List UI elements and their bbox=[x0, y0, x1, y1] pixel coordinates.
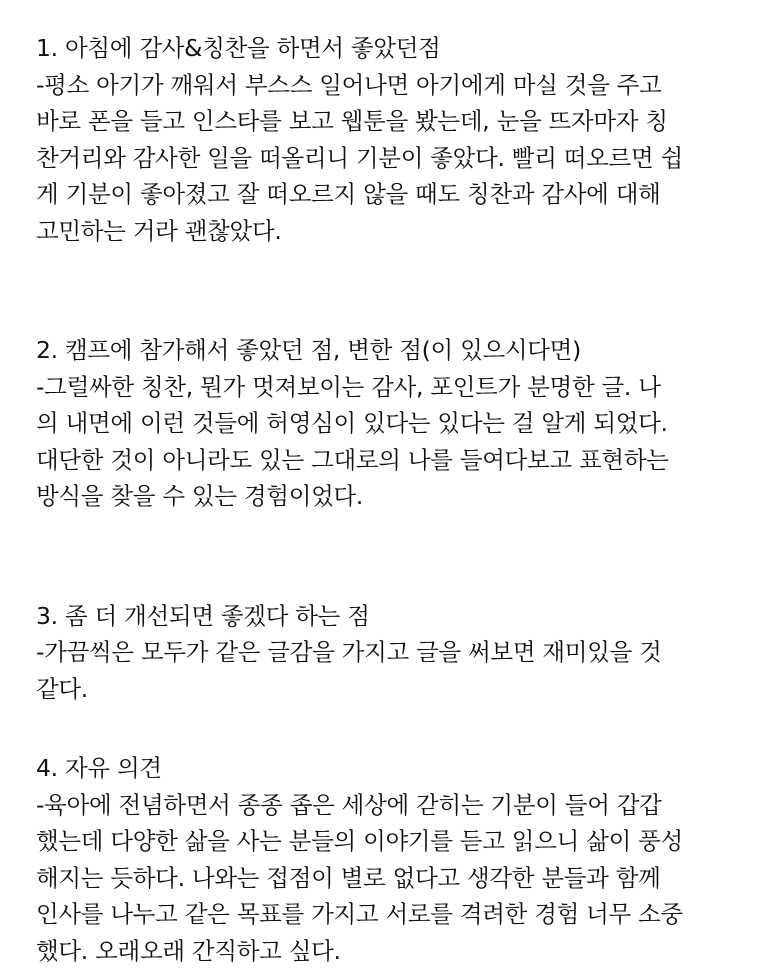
section-title: 1. 아침에 감사&칭찬을 하면서 좋았던점 bbox=[36, 30, 743, 67]
section-body-line: 방식을 찾을 수 있는 경험이었다. bbox=[36, 478, 743, 515]
section-body-line: 고민하는 거라 괜찮았다. bbox=[36, 213, 743, 250]
section-spacer bbox=[36, 249, 743, 332]
section-spacer bbox=[36, 707, 743, 750]
section-morning-gratitude bbox=[36, 30, 743, 249]
section-title: 4. 자유 의견 bbox=[36, 750, 743, 787]
section-body-line: 해지는 듯하다. 나와는 접점이 별로 없다고 생각한 분들과 함께 bbox=[36, 860, 743, 897]
section-spacer bbox=[36, 515, 743, 598]
section-body-line: 찬거리와 감사한 일을 떠올리니 기분이 좋았다. 빨리 떠오르면 쉽 bbox=[36, 140, 743, 177]
section-body-line: 했는데 다양한 삶을 사는 분들의 이야기를 듣고 읽으니 삶이 풍성 bbox=[36, 823, 743, 860]
section-title: 3. 좀 더 개선되면 좋겠다 하는 점 bbox=[36, 598, 743, 635]
section-body-line: 게 기분이 좋아졌고 잘 떠오르지 않을 때도 칭찬과 감사에 대해 bbox=[36, 176, 743, 213]
section-body-line: 했다. 오래오래 간직하고 싶다. bbox=[36, 933, 743, 969]
section-body-line: -평소 아기가 깨워서 부스스 일어나면 아기에게 마실 것을 주고 bbox=[36, 67, 743, 104]
section-title: 2. 캠프에 참가해서 좋았던 점, 변한 점(이 있으시다면) bbox=[36, 332, 743, 369]
section-body-line: 바로 폰을 들고 인스타를 보고 웹툰을 봤는데, 눈을 뜨자마자 칭 bbox=[36, 103, 743, 140]
section-body-line: -그럴싸한 칭찬, 뭔가 멋져보이는 감사, 포인트가 분명한 글. 나 bbox=[36, 369, 743, 406]
section-body-line: 인사를 나누고 같은 목표를 가지고 서로를 격려한 경험 너무 소중 bbox=[36, 896, 743, 933]
section-improvements bbox=[36, 598, 743, 708]
section-body-line: 의 내면에 이런 것들에 허영심이 있다는 있다는 걸 알게 되었다. bbox=[36, 405, 743, 442]
section-body-line: 대단한 것이 아니라도 있는 그대로의 나를 들여다보고 표현하는 bbox=[36, 442, 743, 479]
section-camp-changes bbox=[36, 332, 743, 515]
section-body-line: -가끔씩은 모두가 같은 글감을 가지고 글을 써보면 재미있을 것 bbox=[36, 634, 743, 671]
section-free-opinion bbox=[36, 750, 743, 969]
section-body-line: -육아에 전념하면서 종종 좁은 세상에 갇히는 기분이 들어 갑갑 bbox=[36, 787, 743, 824]
section-body-line: 같다. bbox=[36, 671, 743, 708]
